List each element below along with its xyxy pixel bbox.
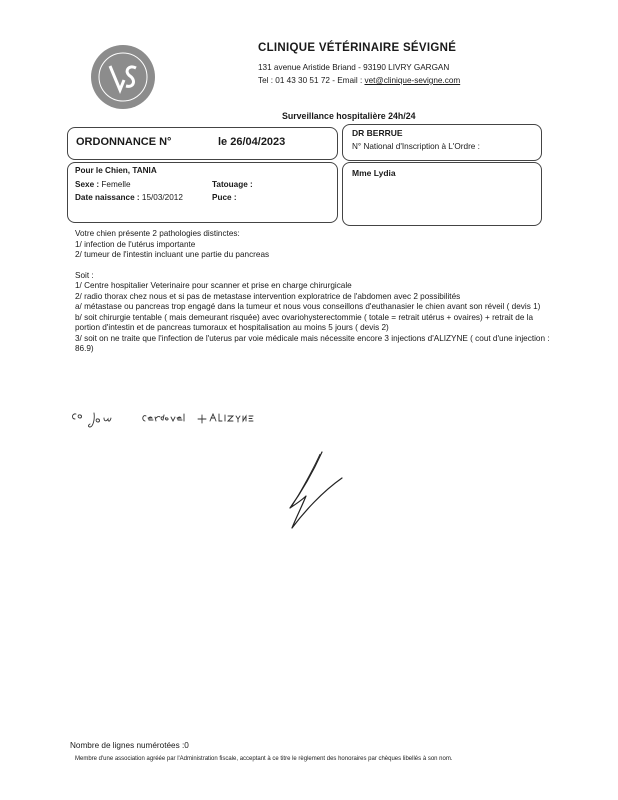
- birth-value: 15/03/2012: [139, 193, 183, 202]
- owner-name: Mme Lydia: [352, 168, 396, 178]
- body-line: b/ soit chirurgie tentable ( mais demeurant risquée) avec ovariohysterectommie ( totale = retrait utérus + ovaires) + retrait de la portion d'intestin et de pancreas tumoraux et hospitalisation au moins 5 jours ( devis 2): [75, 312, 534, 332]
- numbered-lines-count: Nombre de lignes numérotées :0: [70, 741, 189, 750]
- body-line: Soit :: [75, 270, 94, 280]
- body-line: 2/ radio thorax chez nous et si pas de metastase intervention exploratrice de l'abdomen avec 2 possibilités: [75, 291, 461, 301]
- tattoo-label: Tatouage :: [212, 180, 253, 189]
- body-line: 2/ tumeur de l'intestin incluant une partie du pancreas: [75, 250, 270, 259]
- signature: [282, 448, 348, 534]
- patient-tattoo: [212, 180, 253, 189]
- patient-chip: [212, 193, 237, 202]
- clinic-email-link[interactable]: vet@clinique-sevigne.com: [364, 76, 461, 85]
- service-banner: Surveillance hospitalière 24h/24: [282, 111, 416, 121]
- handwritten-note: [70, 405, 280, 435]
- clinic-logo: [90, 44, 156, 110]
- sex-label: Sexe :: [75, 180, 100, 189]
- clinic-name: CLINIQUE VÉTÉRINAIRE SÉVIGNÉ: [258, 42, 457, 54]
- doctor-order-label: N° National d'Inscription à L'Ordre :: [352, 142, 480, 151]
- membership-note: Membre d'une association agréée par l'Administration fiscale, acceptant à ce titre le règlement des honoraires par chèques libellés à son nom.: [75, 756, 453, 762]
- prescription-body: [75, 229, 555, 355]
- body-line: Votre chien présente 2 pathologies distinctes:: [75, 229, 240, 238]
- clinic-phone: Tel : 01 43 30 51 72 - Email :: [258, 76, 365, 85]
- patient-header: Pour le Chien, TANIA: [75, 166, 157, 175]
- body-line: 1/ Centre hospitalier Veterinaire pour scanner et prise en charge chirurgicale: [75, 281, 352, 290]
- body-line: 1/ infection de l'utérus importante: [75, 239, 196, 249]
- prescription-title: ORDONNANCE N°: [76, 136, 172, 148]
- sex-value: Femelle: [99, 180, 131, 189]
- body-line: 3/ soit on ne traite que l'infection de l'uterus par voie médicale mais nécessite encore 3 injections d'ALIZYNE ( cout d'une injection : 86.9): [75, 333, 550, 353]
- patient-birthdate: [75, 193, 183, 202]
- doctor-name: DR BERRUE: [352, 128, 403, 138]
- prescription-date: le 26/04/2023: [218, 136, 286, 148]
- body-line: a/ métastase ou pancreas trop engagé dans la tumeur et nous vous conseillons d'euthanasier le chien avant son réveil ( devis 1): [75, 302, 541, 311]
- chip-label: Puce :: [212, 193, 237, 202]
- clinic-contact: [258, 76, 460, 85]
- patient-sex: [75, 180, 131, 189]
- clinic-address: 131 avenue Aristide Briand - 93190 LIVRY GARGAN: [258, 63, 450, 72]
- birth-label: Date naissance :: [75, 193, 140, 202]
